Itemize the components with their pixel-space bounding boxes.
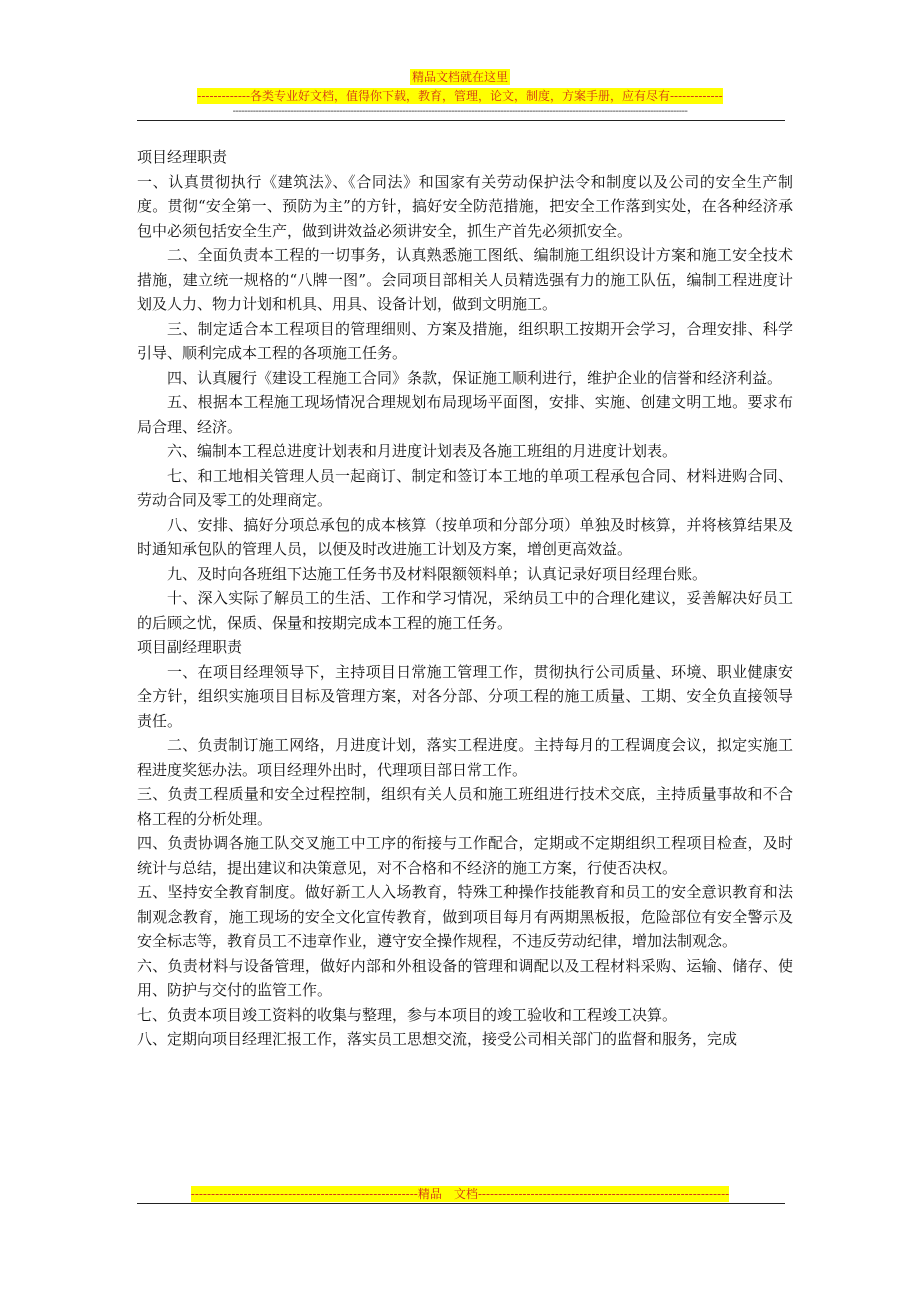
page-header (0, 66, 920, 118)
deputy-duty-3: 三、负责工程质量和安全过程控制，组织有关人员和施工班组进行技术交底，主持质量事故和不合格工程的分析处理。 (137, 785, 793, 828)
manager-duty-10: 十、深入实际了解员工的生活、工作和学习情况，采纳员工中的合理化建议，妥善解决好员工的后顾之忧，保质、保量和按期完成本工程的施工任务。 (137, 589, 793, 632)
manager-duty-8: 八、安排、搞好分项总承包的成本核算（按单项和分部分项）单独及时核算，并将核算结果及时通知承包队的管理人员，以便及时改进施工计划及方案，增创更高效益。 (137, 515, 793, 558)
manager-duty-6: 六、编制本工程总进度计划表和月进度计划表及各施工班组的月进度计划表。 (167, 442, 678, 460)
manager-duty-2: 二、全面负责本工程的一切事务，认真熟悉施工图纸、编制施工组织设计方案和施工安全技术措施，建立统一规格的“八牌一图”。会同项目部相关人员精选强有力的施工队伍，编制工程进度计划及人力、物力计划和机具、用具、设备计划，做到文明施工。 (137, 246, 793, 313)
deputy-duty-5: 五、坚持安全教育制度。做好新工人入场教育，特殊工种操作技能教育和员工的安全意识教育和法制观念教育，施工现场的安全文化宣传教育，做到项目每月有两期黑板报，危险部位有安全警示及安全标志等，教育员工不违章作业，遵守安全操作规程，不违反劳动纪律，增加法制观念。 (137, 883, 793, 950)
manager-duty-3: 三、制定适合本工程项目的管理细则、方案及措施，组织职工按期开会学习，合理安排、科学引导、顺利完成本工程的各项施工任务。 (137, 319, 793, 362)
manager-duty-5: 五、根据本工程施工现场情况合理规划布局现场平面图，安排、实施、创建文明工地。要求布局合理、经济。 (137, 393, 793, 436)
deputy-duty-8: 八、定期向项目经理汇报工作，落实员工思想交流，接受公司相关部门的监督和服务，完成 (137, 1030, 738, 1048)
deputy-duty-4: 四、负责协调各施工队交叉施工中工序的衔接与工作配合，定期或不定期组织工程项目检查，及时统计与总结，提出建议和决策意见，对不合格和不经济的施工方案，行使否决权。 (137, 834, 793, 877)
manager-duty-7: 七、和工地相关管理人员一起商订、制定和签订本工地的单项工程承包合同、材料进购合同、劳动合同及零工的处理商定。 (137, 466, 793, 509)
document-body (137, 145, 793, 1052)
deputy-duty-1: 一、在项目经理领导下，主持项目日常施工管理工作，贯彻执行公司质量、环境、职业健康安全方针，组织实施项目目标及管理方案，对各分部、分项工程的施工质量、工期、安全负直接领导责任。 (137, 662, 793, 730)
header-slogan: -------------各类专业好文档，值得你下载，教育，管理，论文，制度，方案手册，应有尽有------------- (197, 89, 723, 103)
header-rule (137, 120, 785, 121)
manager-duty-1: 一、认真贯彻执行《建筑法》、《合同法》和国家有关劳动保护法令和制度以及公司的安全生产制度。贯彻“安全第一、预防为主”的方针，搞好安全防范措施，把安全工作落到实处，在各种经济承包中必须包括安全生产，做到讲效益必须讲安全，抓生产首先必须抓安全。 (137, 172, 793, 240)
deputy-duty-6: 六、负责材料与设备管理，做好内部和外租设备的管理和调配以及工程材料采购、运输、储存、使用、防护与交付的监管工作。 (137, 956, 793, 999)
manager-duty-4: 四、认真履行《建设工程施工合同》条款，保证施工顺利进行，维护企业的信誉和经济利益。 (167, 368, 783, 387)
page-footer (0, 1183, 920, 1202)
manager-duty-9: 九、及时向各班组下达施工任务书及材料限额领料单；认真记录好项目经理台账。 (167, 564, 708, 583)
section-title-manager: 项目经理职责 (137, 148, 228, 166)
footer-rule (137, 1203, 785, 1204)
deputy-duty-2: 二、负责制订施工网络，月进度计划，落实工程进度。主持每月的工程调度会议，拟定实施工程进度奖惩办法。项目经理外出时，代理项目部日常工作。 (137, 736, 793, 779)
header-dash-line: -------------------------------------------------------------------------------------------------------------------------------------------------------------- (232, 106, 688, 117)
section-title-deputy: 项目副经理职责 (137, 638, 243, 656)
footer-banner: --------------------------------------------------------精品 文档-------------------------------------------------------------- (190, 1187, 730, 1201)
header-title: 精品文档就在这里 (411, 70, 508, 84)
deputy-duty-7: 七、负责本项目竣工资料的收集与整理，参与本项目的竣工验收和工程竣工决算。 (137, 1005, 678, 1024)
